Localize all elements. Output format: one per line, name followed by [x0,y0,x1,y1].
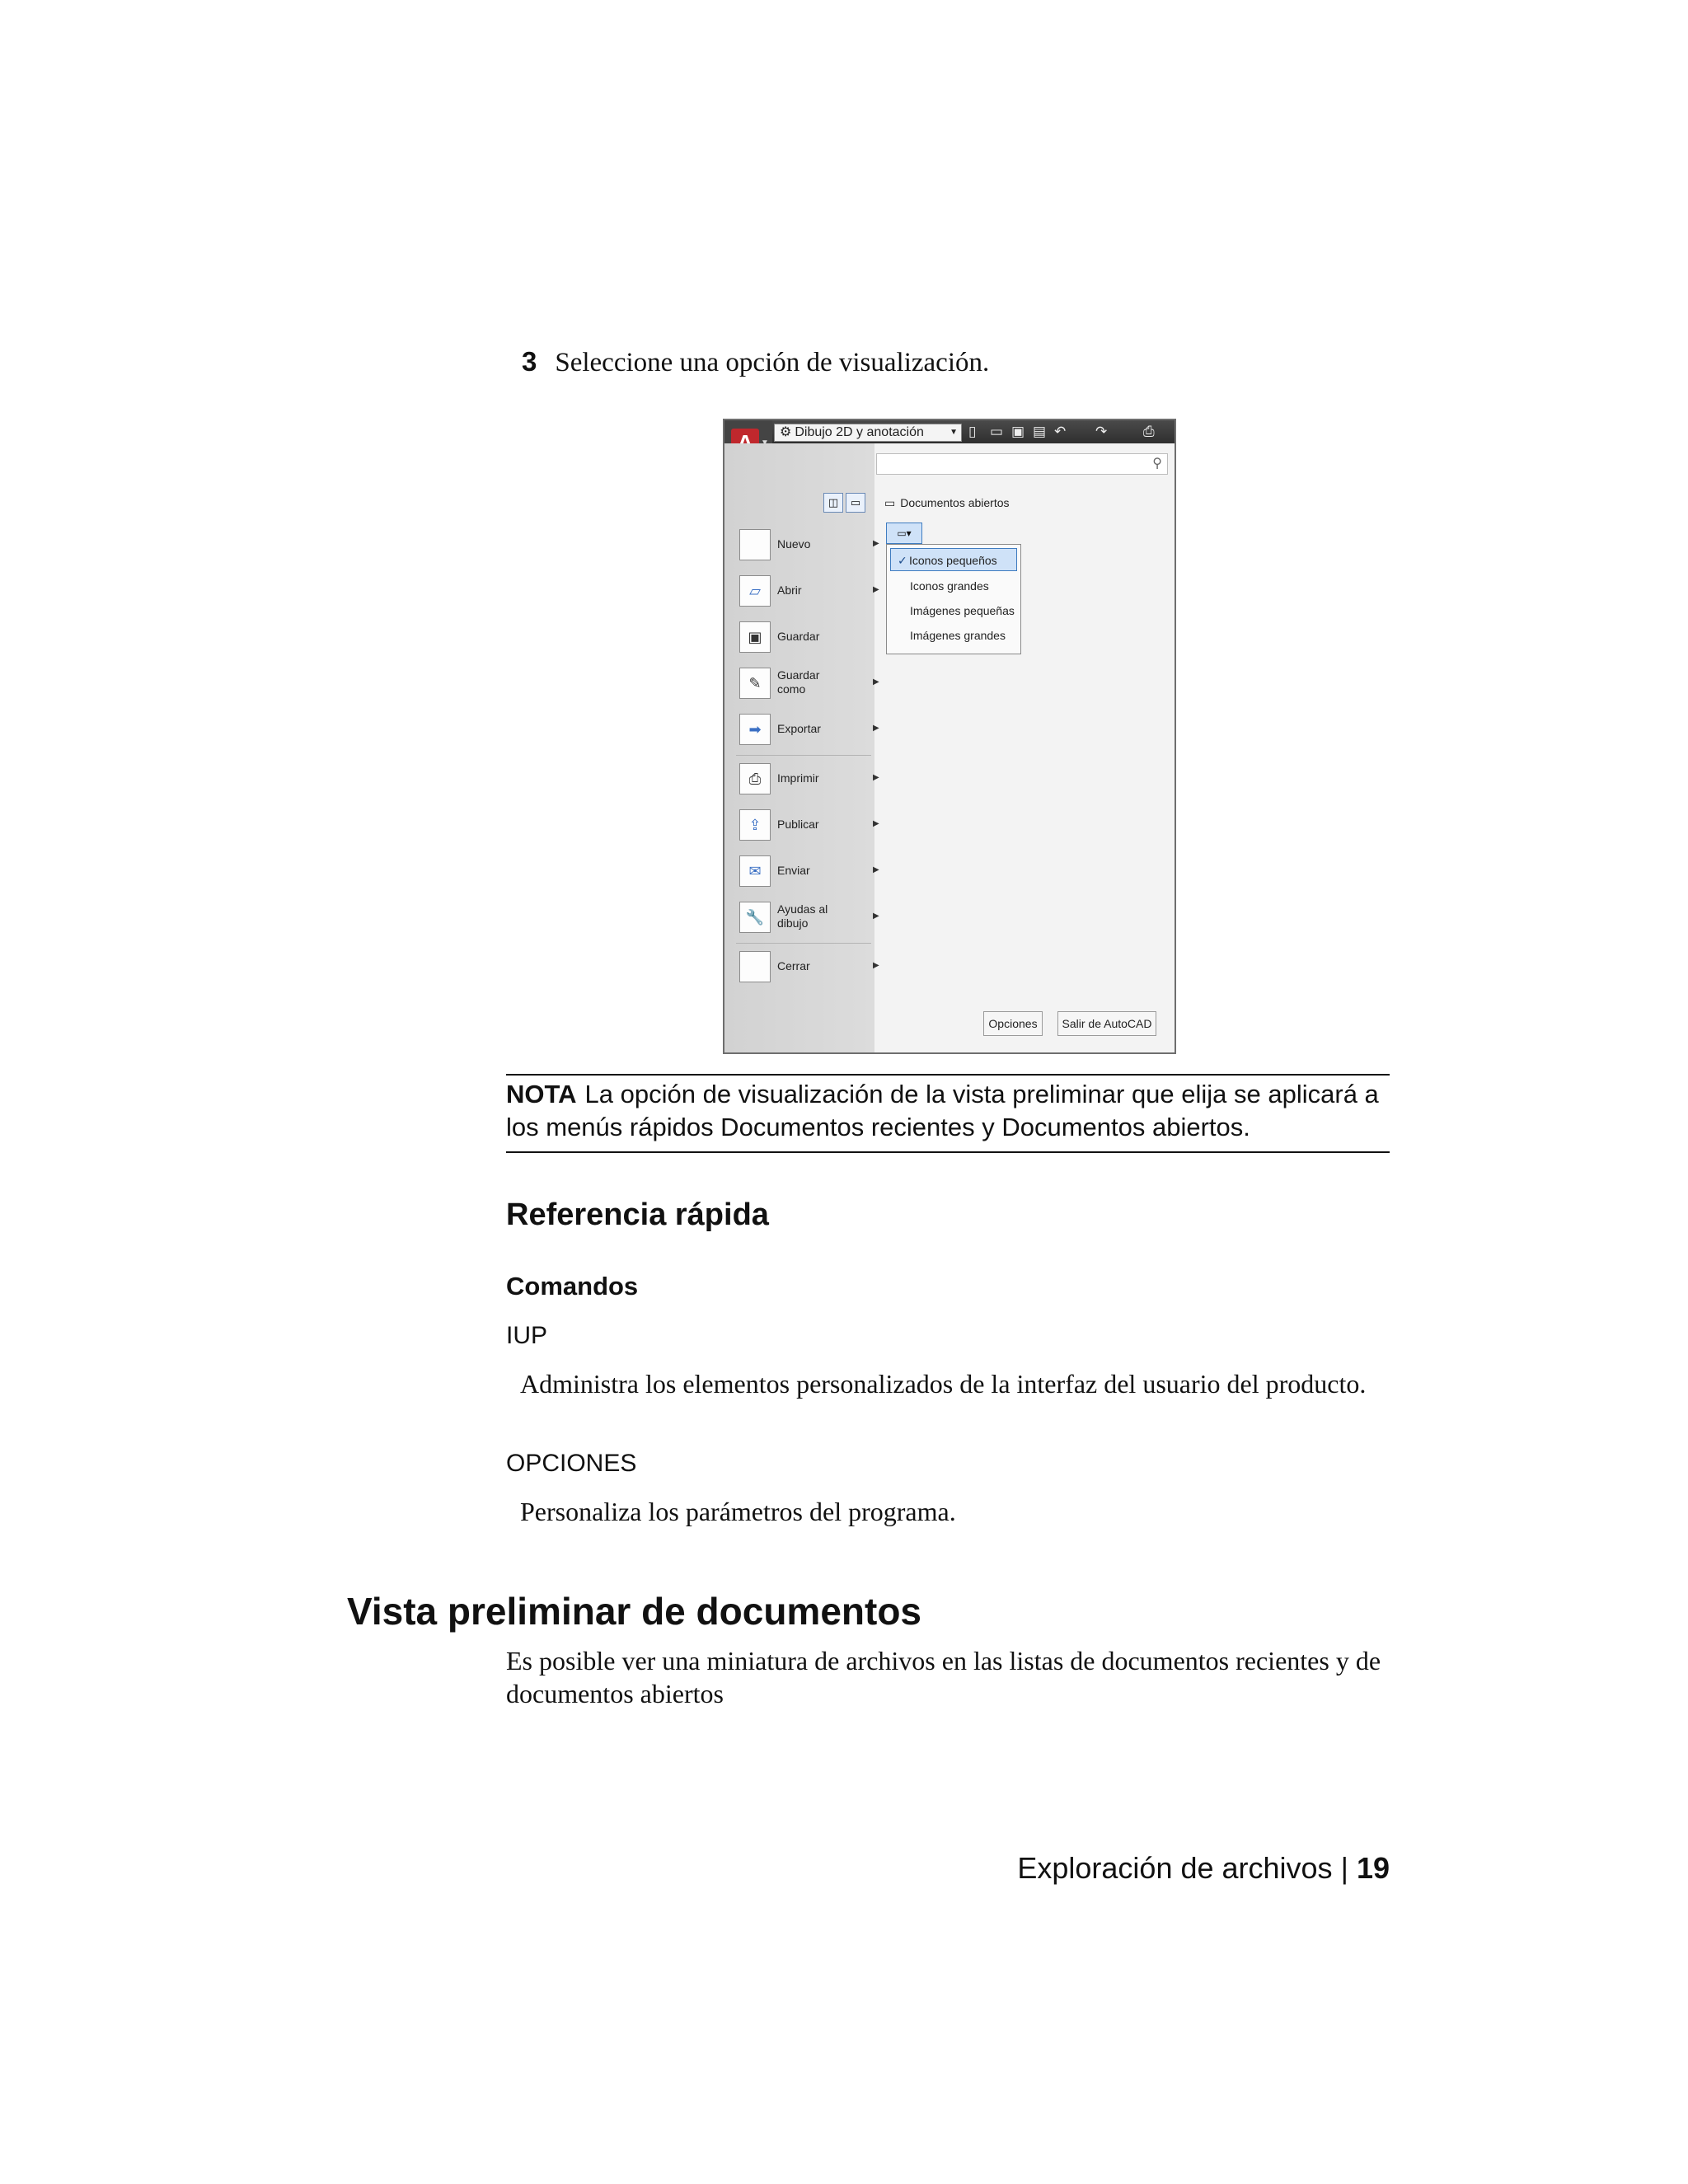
footer-separator: | [1340,1851,1348,1885]
open-documents-icon[interactable]: ▭ [846,493,865,513]
menu-item-imprimir[interactable] [739,760,879,796]
menu-item-publicar[interactable] [739,806,879,842]
dropdown-item-small-icons[interactable] [890,548,1017,571]
chevron-right-icon: ▶ [873,773,879,782]
section-heading: Vista preliminar de documentos [347,1590,922,1633]
page-number: 19 [1356,1851,1390,1885]
menu-item-label: Exportar [777,721,821,735]
note-bottom-rule [506,1151,1390,1153]
step-line [522,346,989,378]
panel-title [884,496,1010,510]
new-file-icon [739,529,771,560]
note-top-rule [506,1074,1390,1076]
command-description: Administra los elementos personalizados de la interfaz del usuario del producto. [520,1369,1367,1399]
chevron-right-icon: ▶ [873,819,879,828]
display-icon: ▭▾ [897,527,912,539]
menu-item-label: Nuevo [777,537,811,551]
command-name: OPCIONES [506,1450,637,1477]
open-icon[interactable]: ▭ [990,424,1004,439]
menu-item-label: Guardar como [777,668,820,696]
dropdown-item-small-images[interactable] [887,599,1020,622]
chevron-right-icon: ▶ [873,539,879,548]
dropdown-item-large-images[interactable] [887,624,1020,647]
chevron-right-icon: ▶ [873,724,879,733]
workspace-selector[interactable] [774,424,962,442]
dropdown-item-label: Imágenes grandes [910,629,1006,642]
close-folder-icon [739,951,771,982]
export-icon: ➡ [739,714,771,745]
footer-chapter: Exploración de archivos [1017,1851,1333,1885]
menu-item-label: Enviar [777,863,810,877]
save-icon[interactable]: ▣ [1011,424,1025,439]
menu-item-exportar[interactable] [739,710,879,747]
open-folder-icon: ▱ [739,575,771,607]
commands-subheading: Comandos [506,1272,639,1301]
dropdown-item-label: Imágenes pequeñas [910,604,1015,617]
save-as-icon[interactable]: ▤ [1033,424,1047,439]
menu-item-label: Publicar [777,817,819,831]
chevron-right-icon: ▶ [873,961,879,970]
plot-icon[interactable]: ⎙ [1143,424,1155,439]
save-as-icon: ✎ [739,668,771,699]
step-text: Seleccione una opción de visualización. [555,348,990,377]
redo-icon[interactable]: ↷ [1095,424,1108,439]
workspace-label: Dibujo 2D y anotación [795,425,924,439]
menu-item-guardar-como[interactable] [739,664,879,701]
section-body: Es posible ver una miniatura de archivos en las listas de documentos recientes y de documentos abiertos [506,1646,1381,1708]
search-icon: ⚲ [1152,457,1162,471]
wrench-icon: 🔧 [739,902,771,933]
dropdown-item-label: Iconos pequeños [909,554,997,567]
check-icon: ✓ [898,554,907,567]
save-disk-icon: ▣ [739,621,771,653]
folder-icon: ▭ [884,496,896,509]
view-by-button[interactable] [886,523,922,544]
chevron-right-icon: ▶ [873,677,879,687]
note-box [506,1078,1390,1144]
recent-documents-icon[interactable]: ◫ [823,493,843,513]
menu-item-label: Cerrar [777,958,810,972]
printer-icon: ⎙ [739,763,771,794]
menu-item-cerrar[interactable] [739,948,879,984]
menu-item-nuevo[interactable] [739,526,879,562]
menu-item-label: Imprimir [777,771,819,785]
menu-item-label: Abrir [777,583,802,597]
dropdown-item-large-icons[interactable] [887,574,1020,598]
chevron-right-icon: ▶ [873,865,879,874]
dropdown-item-label: Iconos grandes [910,579,989,593]
menu-item-label: Ayudas al dibujo [777,902,828,930]
menu-divider [736,943,871,944]
step-number: 3 [522,346,537,377]
command-description: Personaliza los parámetros del programa. [520,1497,956,1526]
autocad-menu-screenshot [723,419,1176,1054]
panel-title-text: Documentos abiertos [900,496,1010,509]
note-label: NOTA [506,1080,577,1108]
gear-icon: ⚙ [780,425,792,439]
send-icon: ✉ [739,855,771,887]
search-input[interactable] [876,453,1168,475]
view-toggles [823,493,868,513]
publish-icon: ⇪ [739,809,771,841]
chevron-right-icon: ▶ [873,912,879,921]
command-name: IUP [506,1322,548,1349]
menu-divider [736,755,871,756]
undo-icon[interactable]: ↶ [1054,424,1067,439]
chevron-right-icon: ▶ [873,585,879,594]
new-icon[interactable]: ▯ [968,424,977,439]
quick-reference-heading: Referencia rápida [506,1197,769,1232]
view-dropdown [886,544,1021,654]
menu-item-guardar[interactable] [739,618,871,654]
chevron-down-icon: ▼ [950,428,958,437]
options-button[interactable]: Opciones [983,1011,1043,1036]
menu-item-abrir[interactable] [739,572,879,608]
exit-autocad-button[interactable]: Salir de AutoCAD [1057,1011,1156,1036]
menu-item-enviar[interactable] [739,852,879,888]
menu-item-label: Guardar [777,629,820,643]
note-text: La opción de visualización de la vista preliminar que elija se aplicará a los menús rápidos Documentos recientes y Documentos abiertos. [506,1080,1379,1141]
menu-item-ayudas-al-dibujo[interactable] [739,898,879,935]
page-footer [1017,1851,1390,1886]
